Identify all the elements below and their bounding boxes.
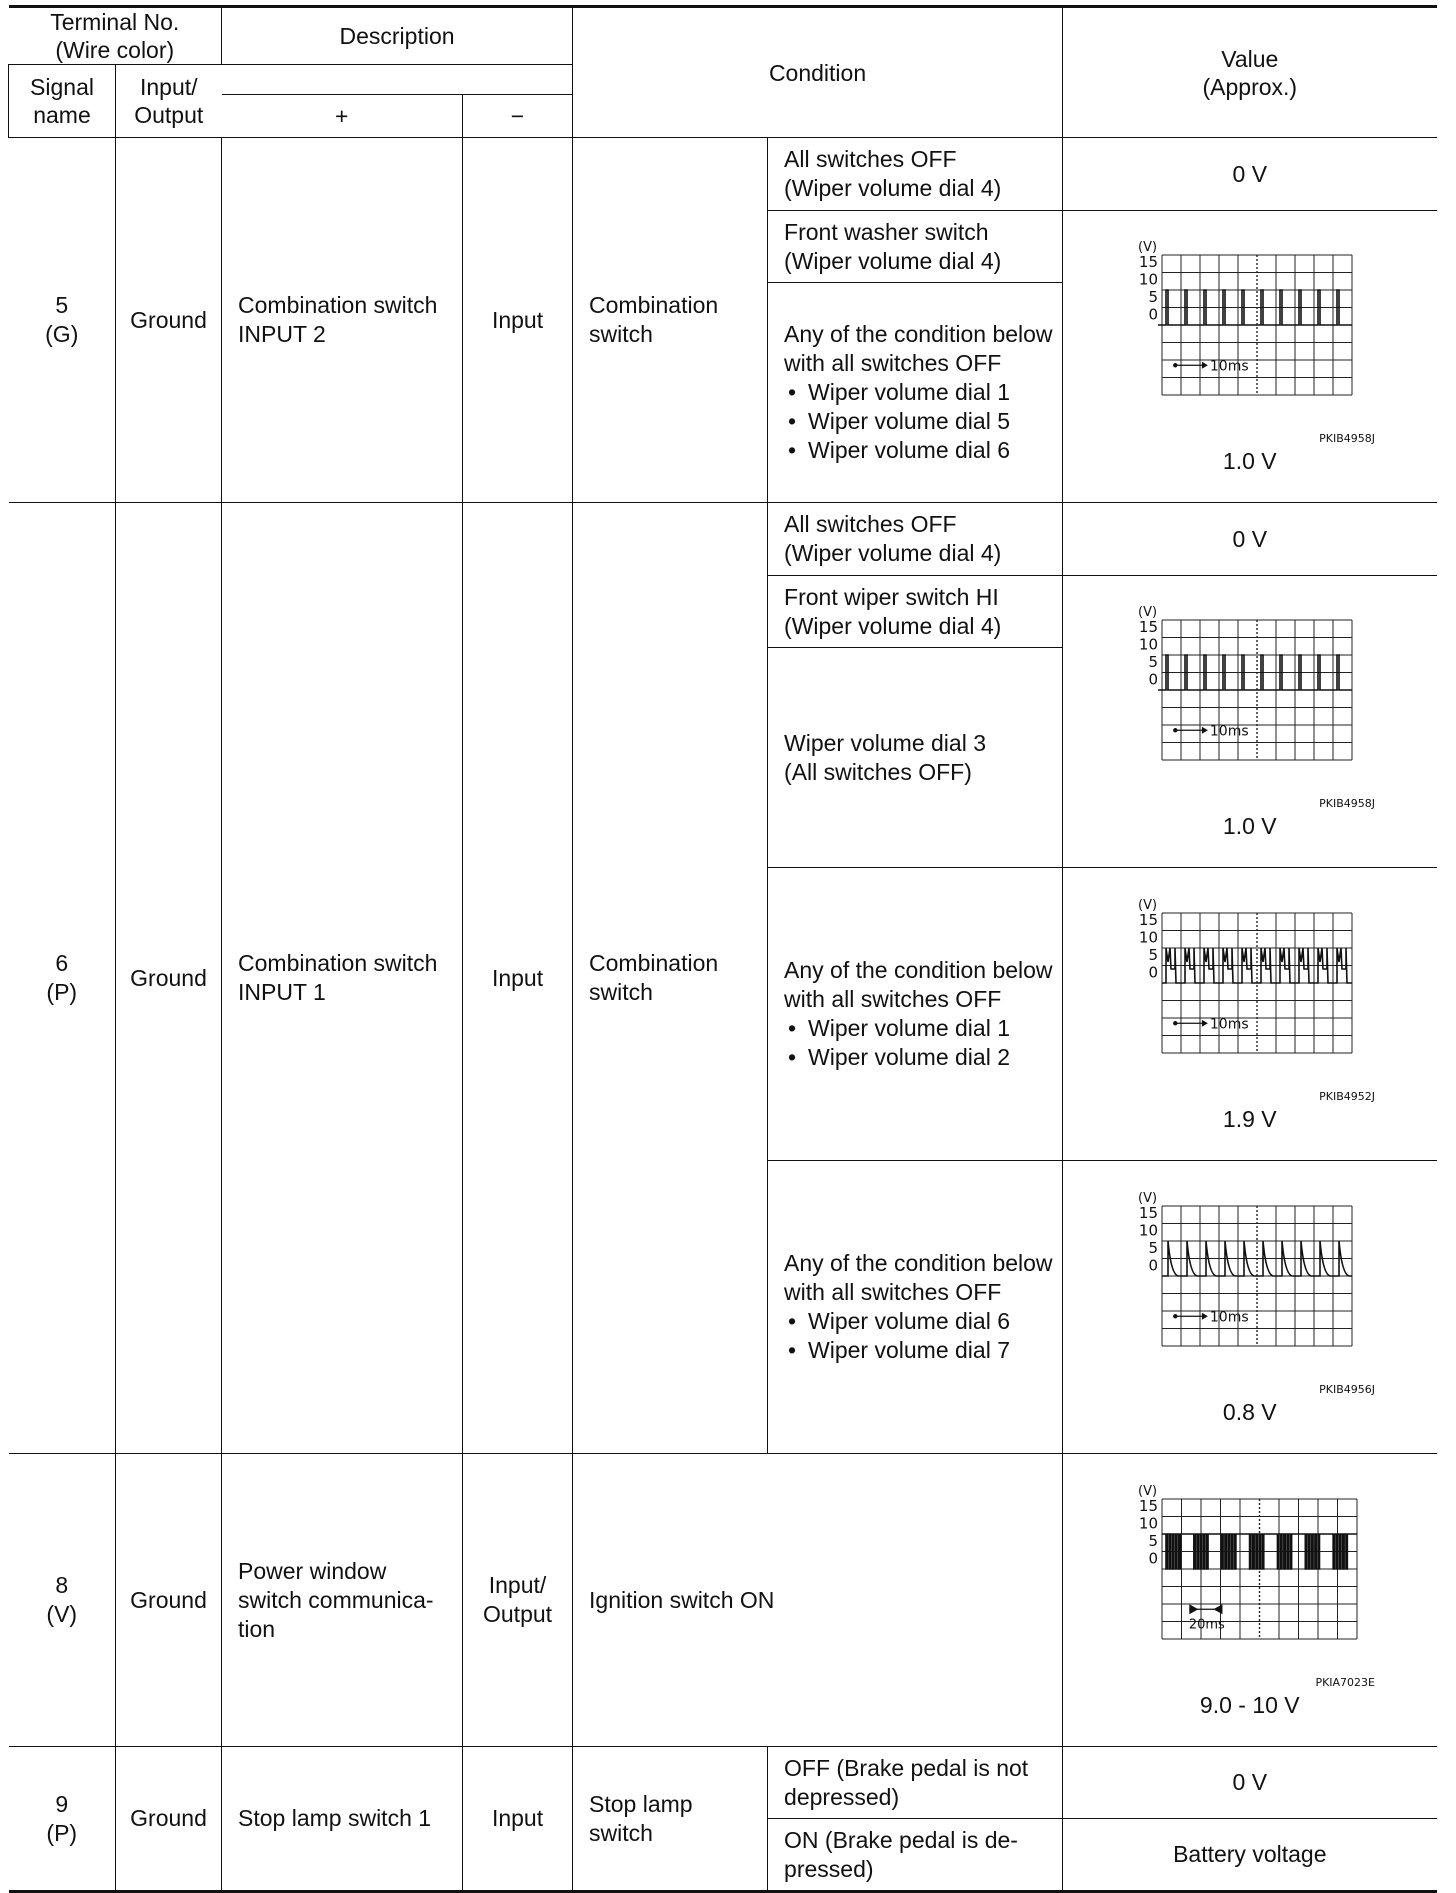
svg-text:5: 5 bbox=[1148, 1531, 1158, 1550]
scope-time-marker bbox=[1173, 1309, 1249, 1325]
condition-intro: Any of the condition below with all switches OFF bbox=[784, 957, 1053, 1012]
scope-figure-code bbox=[1319, 1383, 1375, 1396]
terminal-8-ground: Ground bbox=[116, 1454, 222, 1747]
terminal-5-condition-washer: Front washer switch (Wiper volume dial 4) bbox=[768, 211, 1063, 283]
waveform-scope bbox=[1120, 895, 1380, 1105]
terminal-9-condition-off: OFF (Brake pedal is not depressed) bbox=[768, 1747, 1063, 1819]
list-item: • Wiper volume dial 2 bbox=[784, 1043, 1054, 1072]
svg-text:5: 5 bbox=[1148, 653, 1158, 671]
svg-text:0: 0 bbox=[1148, 1549, 1158, 1567]
scope-time-marker bbox=[1173, 1016, 1249, 1032]
terminal-8-io: Input/ Output bbox=[463, 1454, 573, 1747]
svg-text:10ms: 10ms bbox=[1209, 723, 1249, 740]
svg-text:5: 5 bbox=[1148, 1238, 1158, 1257]
svg-text:0: 0 bbox=[1148, 963, 1158, 981]
scope-time-marker bbox=[1173, 358, 1249, 374]
terminal-5-ground: Ground bbox=[116, 138, 222, 503]
terminal-6-condition-main: Combination switch bbox=[573, 503, 768, 1454]
scope-axis-labels bbox=[1138, 605, 1158, 689]
terminal-9-condition-main: Stop lamp switch bbox=[573, 1747, 768, 1892]
signal-name-header: Signal name bbox=[9, 65, 116, 138]
svg-text:(V): (V) bbox=[1137, 1483, 1157, 1499]
list-item: • Wiper volume dial 6 bbox=[784, 1307, 1054, 1336]
waveform-scope bbox=[1120, 1481, 1380, 1691]
terminal-6-ground: Ground bbox=[116, 503, 222, 1454]
terminal-5-condition-off: All switches OFF (Wiper volume dial 4) bbox=[768, 138, 1063, 211]
svg-text:PKIB4952J: PKIB4952J bbox=[1318, 1089, 1375, 1103]
list-item: • Wiper volume dial 5 bbox=[784, 407, 1054, 436]
svg-text:(V): (V) bbox=[1137, 897, 1157, 913]
scope-figure-code bbox=[1315, 1676, 1375, 1689]
svg-text:20ms: 20ms bbox=[1188, 1616, 1225, 1632]
scope-axis-labels bbox=[1138, 1484, 1158, 1568]
terminal-8-condition: Ignition switch ON bbox=[573, 1454, 1063, 1747]
terminal-6-value-waveform-3 bbox=[1063, 1161, 1437, 1454]
terminal-header: Terminal No. (Wire color) bbox=[9, 7, 222, 65]
terminal-9-ground: Ground bbox=[116, 1747, 222, 1892]
svg-text:PKIB4958J: PKIB4958J bbox=[1318, 432, 1375, 445]
terminal-9-signal: Stop lamp switch 1 bbox=[222, 1747, 463, 1892]
terminal-6-value-off: 0 V bbox=[1063, 503, 1437, 576]
terminal-8-value-waveform bbox=[1063, 1454, 1437, 1747]
scope-time-marker bbox=[1189, 1604, 1225, 1632]
scope-figure-code bbox=[1319, 432, 1375, 445]
list-item: • Wiper volume dial 6 bbox=[784, 436, 1054, 465]
scope-time-marker bbox=[1173, 723, 1249, 739]
condition-list bbox=[784, 378, 1054, 465]
svg-text:15: 15 bbox=[1138, 253, 1158, 271]
io-header: Input/ Output bbox=[116, 65, 222, 138]
list-item: • Wiper volume dial 1 bbox=[784, 378, 1054, 407]
terminal-9-value-off: 0 V bbox=[1063, 1747, 1437, 1819]
svg-text:10: 10 bbox=[1138, 270, 1158, 289]
svg-text:15: 15 bbox=[1138, 1203, 1158, 1222]
svg-text:10: 10 bbox=[1138, 928, 1158, 946]
value-header: Value (Approx.) bbox=[1063, 7, 1437, 138]
plus-header: + bbox=[222, 95, 463, 138]
terminal-6-signal: Combination switch INPUT 1 bbox=[222, 503, 463, 1454]
condition-list bbox=[784, 1307, 1054, 1365]
terminal-9-condition-on: ON (Brake pedal is de- pressed) bbox=[768, 1819, 1063, 1892]
list-item: • Wiper volume dial 7 bbox=[784, 1336, 1054, 1365]
terminal-5-value-pulse: 1.0 V bbox=[1222, 448, 1277, 474]
description-header: Description bbox=[222, 7, 573, 65]
scope-axis-labels bbox=[1138, 1191, 1158, 1275]
svg-text:(V): (V) bbox=[1137, 1190, 1157, 1206]
svg-text:10: 10 bbox=[1138, 635, 1158, 654]
terminal-8-value-pulse: 9.0 - 10 V bbox=[1199, 1691, 1300, 1718]
waveform-scope bbox=[1120, 237, 1380, 447]
terminal-5-io: Input bbox=[463, 138, 573, 503]
terminal-6-condition-dial3: Wiper volume dial 3 (All switches OFF) bbox=[768, 648, 1063, 868]
scope-figure-code bbox=[1319, 1090, 1375, 1103]
terminal-5-value-waveform bbox=[1063, 211, 1437, 503]
scope-figure-code bbox=[1319, 797, 1375, 810]
minus-header: − bbox=[463, 95, 573, 138]
terminal-6-value-pulse-3: 0.8 V bbox=[1222, 1398, 1277, 1425]
svg-text:10: 10 bbox=[1138, 1514, 1158, 1532]
svg-text:(V): (V) bbox=[1137, 605, 1157, 620]
svg-text:PKIB4956J: PKIB4956J bbox=[1318, 1382, 1375, 1396]
waveform-scope bbox=[1120, 1188, 1380, 1398]
svg-text:PKIA7023E: PKIA7023E bbox=[1315, 1675, 1375, 1689]
terminal-6-condition-dials-1-2 bbox=[768, 868, 1063, 1161]
svg-text:0: 0 bbox=[1148, 1256, 1158, 1274]
terminal-6-condition-dials-6-7 bbox=[768, 1161, 1063, 1454]
terminal-6-condition-off: All switches OFF (Wiper volume dial 4) bbox=[768, 503, 1063, 576]
terminal-8-signal: Power window switch communica- tion bbox=[222, 1454, 463, 1747]
svg-text:15: 15 bbox=[1138, 618, 1158, 636]
terminal-5-value-off: 0 V bbox=[1063, 138, 1437, 211]
svg-text:15: 15 bbox=[1138, 1496, 1158, 1515]
terminal-6-value-waveform-2 bbox=[1063, 868, 1437, 1161]
svg-text:0: 0 bbox=[1148, 670, 1158, 689]
scope-axis-labels bbox=[1138, 240, 1158, 324]
svg-text:5: 5 bbox=[1148, 288, 1158, 306]
terminal-6-io: Input bbox=[463, 503, 573, 1454]
terminal-6-value-waveform-1 bbox=[1063, 576, 1437, 868]
svg-text:10ms: 10ms bbox=[1209, 1308, 1249, 1325]
terminal-spec-table bbox=[8, 5, 1437, 1893]
condition-intro: Any of the condition below with all switches OFF bbox=[784, 1250, 1053, 1305]
condition-header: Condition bbox=[573, 7, 1063, 138]
svg-text:15: 15 bbox=[1138, 910, 1158, 929]
svg-text:10: 10 bbox=[1138, 1221, 1158, 1239]
svg-text:10ms: 10ms bbox=[1209, 1015, 1249, 1032]
svg-text:5: 5 bbox=[1148, 945, 1158, 964]
scope-axis-labels bbox=[1138, 898, 1158, 982]
terminal-5: 5 (G) bbox=[9, 138, 116, 503]
terminal-6-value-pulse-2: 1.9 V bbox=[1222, 1105, 1277, 1132]
svg-text:(V): (V) bbox=[1137, 240, 1157, 255]
waveform-scope bbox=[1120, 602, 1380, 812]
terminal-6-value-pulse-1: 1.0 V bbox=[1222, 813, 1277, 839]
terminal-5-condition-main: Combination switch bbox=[573, 138, 768, 503]
terminal-6-condition-hi: Front wiper switch HI (Wiper volume dial 4) bbox=[768, 576, 1063, 648]
terminal-9: 9 (P) bbox=[9, 1747, 116, 1892]
svg-text:10ms: 10ms bbox=[1209, 358, 1249, 375]
terminal-8: 8 (V) bbox=[9, 1454, 116, 1747]
svg-text:PKIB4958J: PKIB4958J bbox=[1318, 797, 1375, 810]
terminal-6: 6 (P) bbox=[9, 503, 116, 1454]
terminal-9-io: Input bbox=[463, 1747, 573, 1892]
condition-intro: Any of the condition below with all switches OFF bbox=[784, 321, 1053, 376]
terminal-9-value-on: Battery voltage bbox=[1063, 1819, 1437, 1892]
condition-list bbox=[784, 1014, 1054, 1072]
terminal-5-signal: Combination switch INPUT 2 bbox=[222, 138, 463, 503]
terminal-5-condition-dials bbox=[768, 283, 1063, 503]
list-item: • Wiper volume dial 1 bbox=[784, 1014, 1054, 1043]
svg-text:0: 0 bbox=[1148, 305, 1158, 324]
